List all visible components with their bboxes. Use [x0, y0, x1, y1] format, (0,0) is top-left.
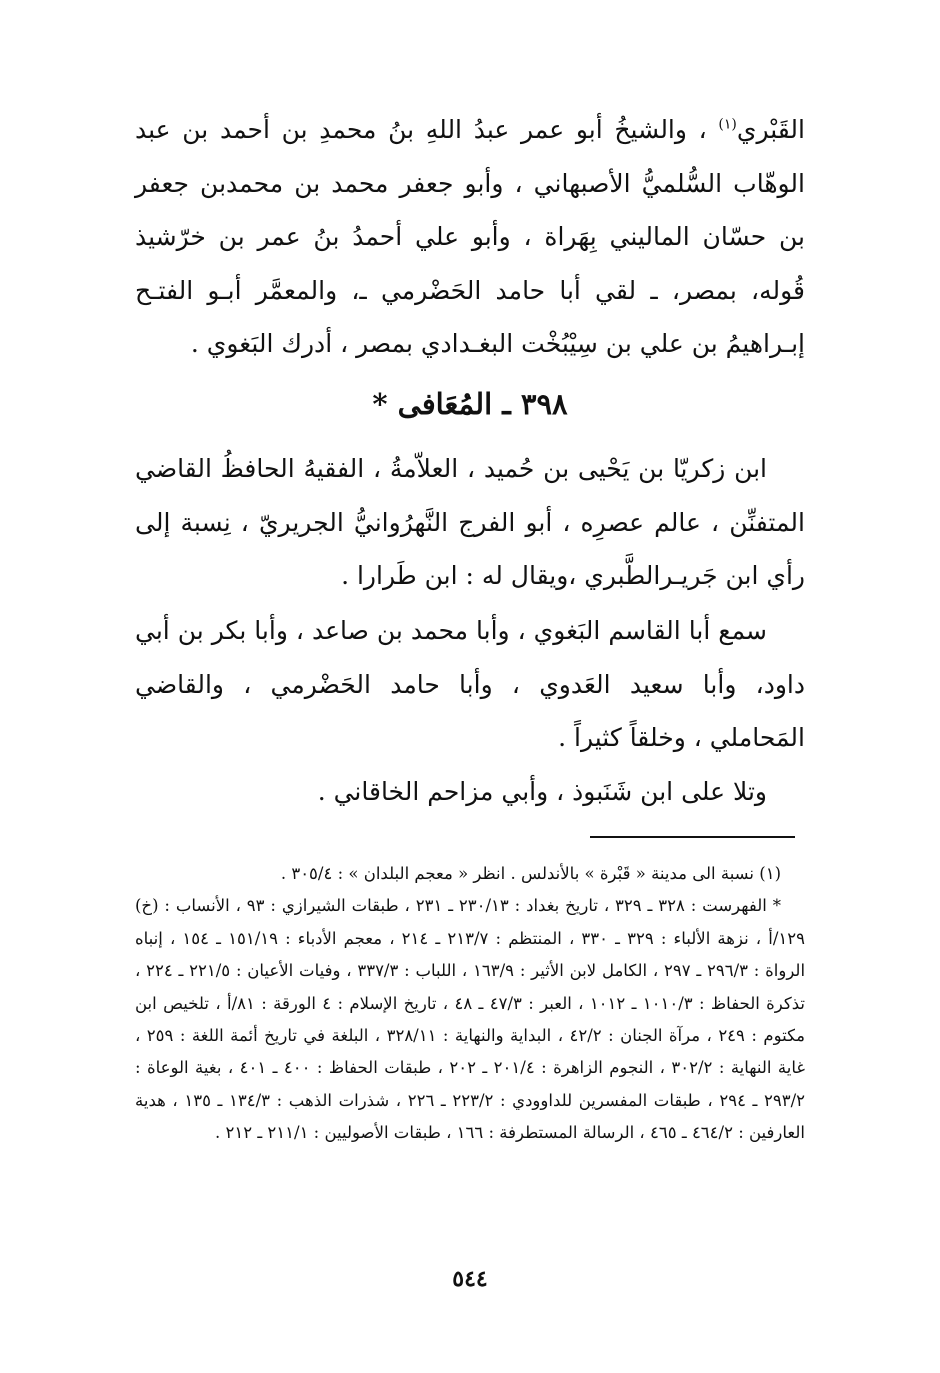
footnotes: [135, 858, 805, 1150]
paragraph-text-start: القَبْري: [736, 115, 805, 144]
entry-paragraph-3: وتلا على ابن شَنَبوذ ، وأبي مزاحم الخاقاني .: [317, 777, 767, 806]
page-number: ٥٤٤: [452, 1266, 488, 1292]
entry-paragraph-2: سمع أبا القاسم البَغوي ، وأبا محمد بن صاعد ، وأبا بكر بن أبي داود، وأبا سعيد العَدوي ، وأبا حامد الحَضْرمي ، والقاضي المَحاملي ، وخلقاً كثيراً .: [135, 616, 805, 752]
footnote-reference: (١): [718, 116, 737, 133]
paragraph-text-rest: ، والشيخُ أبو عمر عبدُ اللهِ بنُ محمدِ بن أحمد بن عبد الوهّاب السُّلميُّ الأصبهاني ، وأبو جعفر محمد بن محمدبن جعفر بن حسّان الماليني بِهَراة ، وأبو علي أحمدُ بنُ عمر بن خرّشيذ قُوله، بمصر، ـ لقي أبا حامد الحَضْرمي ـ، والمعمَّر أبـو الفتـح إبـراهيمُ بن علي بن سِيْبُخْت البغـدادي بمصر ، أدرك البَغوي .: [135, 115, 805, 358]
footnote-1: (١) نسبة الى مدينة « قَبْرة » بالأندلس . انظر « معجم البلدان » : ٣٠٥/٤ .: [280, 864, 781, 883]
entry-heading: ٣٩٨ ـ المُعَافى *: [372, 387, 568, 421]
footnote-divider: [590, 836, 795, 838]
continuation-paragraph: [135, 103, 805, 371]
footnote-sources: * الفهرست : ٣٢٨ ـ ٣٢٩ ، تاريخ بغداد : ٢٣٠/١٣ ـ ٢٣١ ، طبقات الشيرازي : ٩٣ ، الأنساب : (خ) ١٢٩/أ ، نزهة الألباء : ٣٢٩ ـ ٣٣٠ ، المنتظم : ٢١٣/٧ ـ ٢١٤ ، معجم الأدباء : ١٥١/١٩ ـ ١٥٤ ، إنباه الرواة : ٢٩٦/٣ ـ ٢٩٧ ، الكامل لابن الأثير : ١٦٣/٩ ، اللباب : ٣٣٧/٣ ، وفيات الأعيان : ٢٢١/٥ ـ ٢٢٤ ، تذكرة الحفاظ : ١٠١٠/٣ ـ ١٠١٢ ، العبر : ٤٧/٣ ـ ٤٨ ، تاريخ الإسلام : ٤ الورقة : ٨١/أ ، تلخيص ابن مكتوم : ٢٤٩ ، مرآة الجنان : ٤٢/٢ ، البداية والنهاية : ٣٢٨/١١ ، البلغة في تاريخ أئمة اللغة : ٢٥٩ ، غاية النهاية : ٣٠٢/٢ ، النجوم الزاهرة : ٢٠١/٤ ـ ٢٠٢ ، طبقات الحفاظ : ٤٠٠ ـ ٤٠١ ، بغية الوعاة : ٢٩٣/٢ ـ ٢٩٤ ، طبقات المفسرين للداوودي : ٢٢٣/٢ ـ ٢٢٦ ، شذرات الذهب : ١٣٤/٣ ـ ١٣٥ ، هدية العارفين : ٤٦٤/٢ ـ ٤٦٥ ، الرسالة المستطرفة : ١٦٦ ، طبقات الأصوليين : ٢١١/١ ـ ٢١٢ .: [135, 896, 806, 1143]
entry-paragraph-1: ابن زكريّا بن يَحْيى بن حُميد ، العلاّمةُ ، الفقيهُ الحافظُ القاضي المتفنِّن ، عالم عصرِه ، أبو الفرج النَّهرُوانيُّ الجريريّ ، نِسبة إلى رأي ابن جَريـرالطَّبري ،ويقال له : ابن طَرارا .: [135, 454, 805, 590]
